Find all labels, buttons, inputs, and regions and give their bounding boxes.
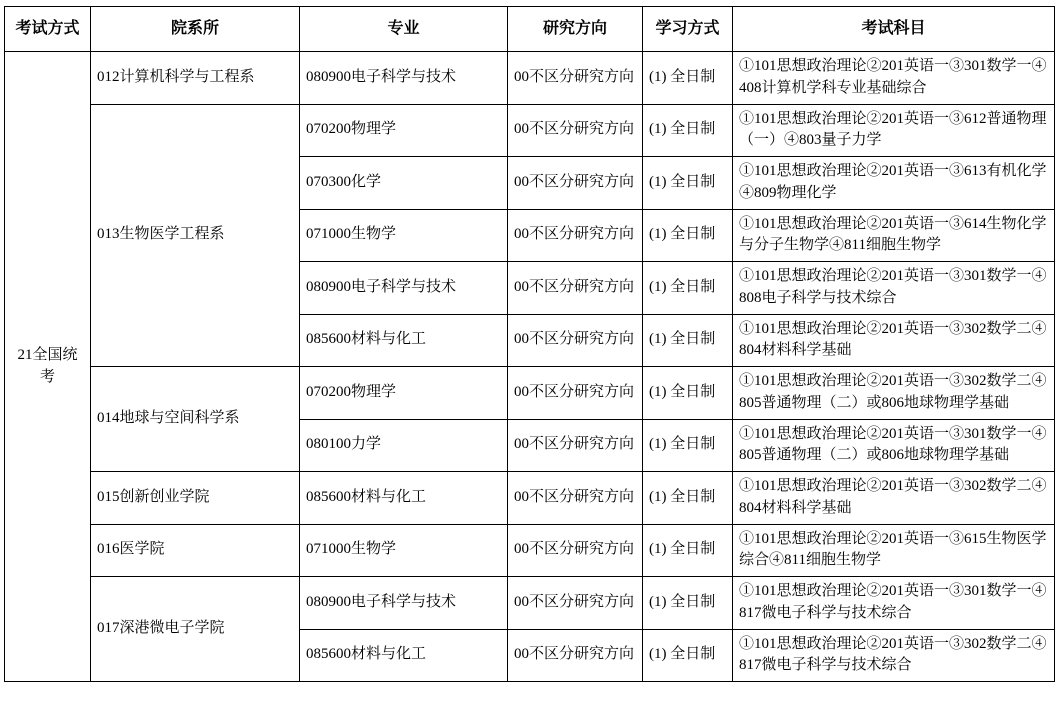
cell-study-mode: (1) 全日制 [643, 629, 733, 682]
cell-major: 070200物理学 [300, 104, 508, 157]
table-row [5, 472, 1055, 525]
cell-study-mode: (1) 全日制 [643, 367, 733, 420]
cell-research-direction: 00不区分研究方向 [508, 419, 643, 472]
cell-major: 085600材料与化工 [300, 472, 508, 525]
column-header-study-mode: 学习方式 [643, 7, 733, 52]
cell-exam-subjects: ①101思想政治理论②201英语一③612普通物理（一）④803量子力学 [733, 104, 1055, 157]
cell-department: 014地球与空间科学系 [91, 367, 300, 472]
cell-research-direction: 00不区分研究方向 [508, 577, 643, 630]
cell-department: 013生物医学工程系 [91, 104, 300, 367]
cell-study-mode: (1) 全日制 [643, 209, 733, 262]
cell-major: 071000生物学 [300, 209, 508, 262]
table-body [5, 52, 1055, 682]
cell-department: 012计算机科学与工程系 [91, 52, 300, 105]
cell-research-direction: 00不区分研究方向 [508, 262, 643, 315]
cell-exam-method: 21全国统考 [5, 52, 91, 682]
cell-research-direction: 00不区分研究方向 [508, 52, 643, 105]
cell-research-direction: 00不区分研究方向 [508, 314, 643, 367]
cell-study-mode: (1) 全日制 [643, 577, 733, 630]
cell-exam-subjects: ①101思想政治理论②201英语一③302数学二④817微电子科学与技术综合 [733, 629, 1055, 682]
cell-exam-subjects: ①101思想政治理论②201英语一③301数学一④817微电子科学与技术综合 [733, 577, 1055, 630]
cell-research-direction: 00不区分研究方向 [508, 367, 643, 420]
exam-catalog-table [4, 6, 1055, 682]
cell-study-mode: (1) 全日制 [643, 472, 733, 525]
cell-research-direction: 00不区分研究方向 [508, 472, 643, 525]
cell-study-mode: (1) 全日制 [643, 314, 733, 367]
cell-exam-subjects: ①101思想政治理论②201英语一③302数学二④804材料科学基础 [733, 472, 1055, 525]
cell-major: 070300化学 [300, 157, 508, 210]
cell-exam-subjects: ①101思想政治理论②201英语一③615生物医学综合④811细胞生物学 [733, 524, 1055, 577]
cell-major: 085600材料与化工 [300, 314, 508, 367]
table-row [5, 367, 1055, 420]
cell-major: 080900电子科学与技术 [300, 577, 508, 630]
cell-major: 085600材料与化工 [300, 629, 508, 682]
cell-department: 017深港微电子学院 [91, 577, 300, 682]
cell-exam-subjects: ①101思想政治理论②201英语一③613有机化学④809物理化学 [733, 157, 1055, 210]
cell-study-mode: (1) 全日制 [643, 524, 733, 577]
cell-department: 016医学院 [91, 524, 300, 577]
cell-study-mode: (1) 全日制 [643, 52, 733, 105]
header-row [5, 7, 1055, 52]
cell-major: 080100力学 [300, 419, 508, 472]
cell-study-mode: (1) 全日制 [643, 262, 733, 315]
cell-research-direction: 00不区分研究方向 [508, 104, 643, 157]
cell-exam-subjects: ①101思想政治理论②201英语一③614生物化学与分子生物学④811细胞生物学 [733, 209, 1055, 262]
table-header [5, 7, 1055, 52]
cell-study-mode: (1) 全日制 [643, 104, 733, 157]
cell-study-mode: (1) 全日制 [643, 157, 733, 210]
column-header-exam-subjects: 考试科目 [733, 7, 1055, 52]
cell-research-direction: 00不区分研究方向 [508, 629, 643, 682]
cell-exam-subjects: ①101思想政治理论②201英语一③301数学一④408计算机学科专业基础综合 [733, 52, 1055, 105]
cell-major: 071000生物学 [300, 524, 508, 577]
cell-exam-subjects: ①101思想政治理论②201英语一③302数学二④805普通物理（二）或806地球物理学基础 [733, 367, 1055, 420]
cell-exam-subjects: ①101思想政治理论②201英语一③301数学一④805普通物理（二）或806地球物理学基础 [733, 419, 1055, 472]
table-row [5, 104, 1055, 157]
column-header-major: 专业 [300, 7, 508, 52]
cell-research-direction: 00不区分研究方向 [508, 157, 643, 210]
cell-exam-subjects: ①101思想政治理论②201英语一③302数学二④804材料科学基础 [733, 314, 1055, 367]
column-header-exam-method: 考试方式 [5, 7, 91, 52]
table-row [5, 52, 1055, 105]
cell-study-mode: (1) 全日制 [643, 419, 733, 472]
cell-major: 080900电子科学与技术 [300, 52, 508, 105]
table-row [5, 577, 1055, 630]
cell-department: 015创新创业学院 [91, 472, 300, 525]
table-row [5, 524, 1055, 577]
cell-major: 080900电子科学与技术 [300, 262, 508, 315]
cell-research-direction: 00不区分研究方向 [508, 524, 643, 577]
cell-major: 070200物理学 [300, 367, 508, 420]
cell-exam-subjects: ①101思想政治理论②201英语一③301数学一④808电子科学与技术综合 [733, 262, 1055, 315]
column-header-direction: 研究方向 [508, 7, 643, 52]
cell-research-direction: 00不区分研究方向 [508, 209, 643, 262]
column-header-department: 院系所 [91, 7, 300, 52]
